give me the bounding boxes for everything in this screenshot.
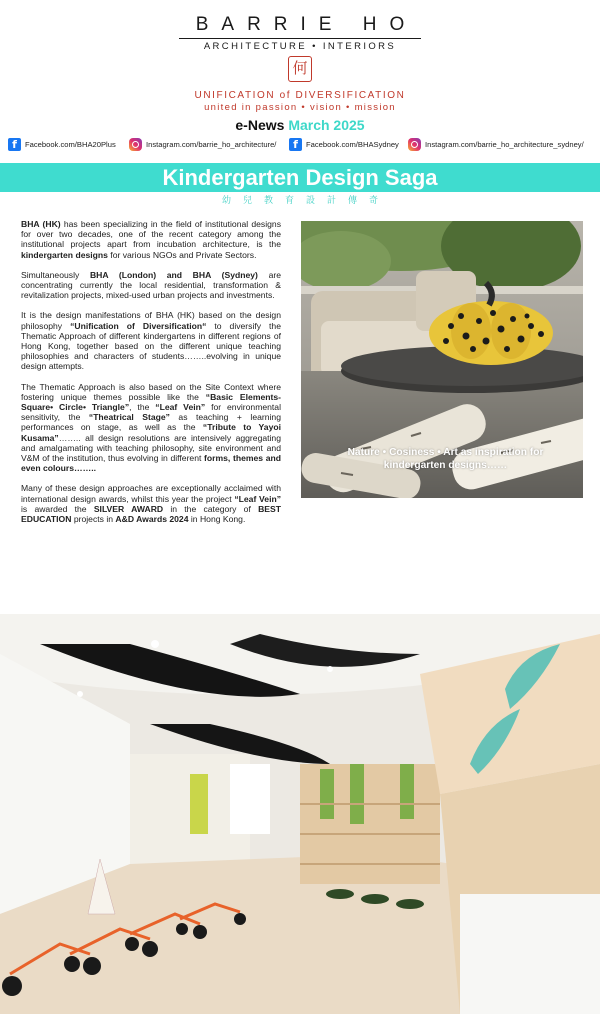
photo-caption xyxy=(318,446,573,472)
kindergarten-interior-photo xyxy=(0,614,600,1014)
section-banner-title: Kindergarten Design Saga xyxy=(0,163,600,192)
section-subtitle-chinese: 幼兒教育設計傳奇 xyxy=(221,195,390,205)
brand-divider xyxy=(179,38,421,39)
facebook-icon: f xyxy=(8,138,21,151)
facebook-link-label: Facebook.com/BHASydney xyxy=(306,140,399,149)
brand-logo xyxy=(0,14,600,52)
tagline-sub: united in passion • vision • mission xyxy=(204,102,396,113)
instagram-link-label: Instagram.com/barrie_ho_architecture_sydney/ xyxy=(425,140,584,149)
tagline xyxy=(0,90,600,114)
tagline-main: UNIFICATION of DIVERSIFICATION xyxy=(194,90,406,101)
article-paragraph: The Thematic Approach is also based on the Site Context where fostering unique themes possible like the “Basic Elements- Square• Circle• Triangle”, the “Leaf Vein” for environmental sensitivity, the “Theatrical Stage” as teaching + learning performances on stage, as well as the “Tribute to Yayoi Kusama”…….. all design resolutions are intensively aggregating and amalgamating with teaching philosophy, site environment and V&M of the institution, thus evolving in different forms, themes and even colours…….. xyxy=(21,381,281,474)
article-paragraph: Simultaneously BHA (London) and BHA (Sydney) are concentrating currently the local residential, transformation & revitalization projects, mixed-used urban projects and investments. xyxy=(21,269,281,301)
article-paragraph: Many of these design approaches are exceptionally acclaimed with international design awards, whilst this year the project “Leaf Vein” is awarded the SILVER AWARD in the category of BEST EDUCATION projects in A&D Awards 2024 in Hong Kong. xyxy=(21,483,282,525)
instagram-link-hk[interactable] xyxy=(129,138,276,151)
article-paragraph: BHA (HK) has been specializing in the field of institutional designs for over two decades, one of the recent category among the institutional projects apart from incubation architecture, is the kindergarten designs for various NGOs and Private Sectors. xyxy=(21,219,281,260)
instagram-icon xyxy=(129,138,142,151)
facebook-link-label: Facebook.com/BHA20Plus xyxy=(25,140,116,149)
social-links-bar xyxy=(0,138,600,154)
instagram-icon xyxy=(408,138,421,151)
facebook-link-sydney[interactable] xyxy=(289,138,399,151)
article-paragraph: It is the design manifestations of BHA (HK) based on the design philosophy “Unification of Diversification“ to diversify the Thematic Approach of different kindergartens in different regions of Hong Kong, together based on the different unique teaching philosophies and characters of students……..evolving in unique design attempts. xyxy=(21,310,281,372)
brand-subtitle: ARCHITECTURE • INTERIORS xyxy=(203,41,397,52)
article-body xyxy=(21,219,281,534)
enews-month: March 2025 xyxy=(288,117,365,133)
seal-logo: 何 xyxy=(288,56,312,82)
instagram-link-label: Instagram.com/barrie_ho_architecture/ xyxy=(146,140,277,149)
facebook-icon: f xyxy=(289,138,302,151)
caption-line: Nature • Cosiness • Art as inspiration for xyxy=(347,447,544,458)
instagram-link-sydney[interactable] xyxy=(408,138,584,151)
enews-title xyxy=(0,117,600,133)
brand-name: BARRIE HO xyxy=(195,14,418,35)
enews-label: e-News xyxy=(235,117,285,133)
caption-line: kindergarten designs…… xyxy=(383,460,508,471)
facebook-link-hk[interactable] xyxy=(8,138,116,151)
